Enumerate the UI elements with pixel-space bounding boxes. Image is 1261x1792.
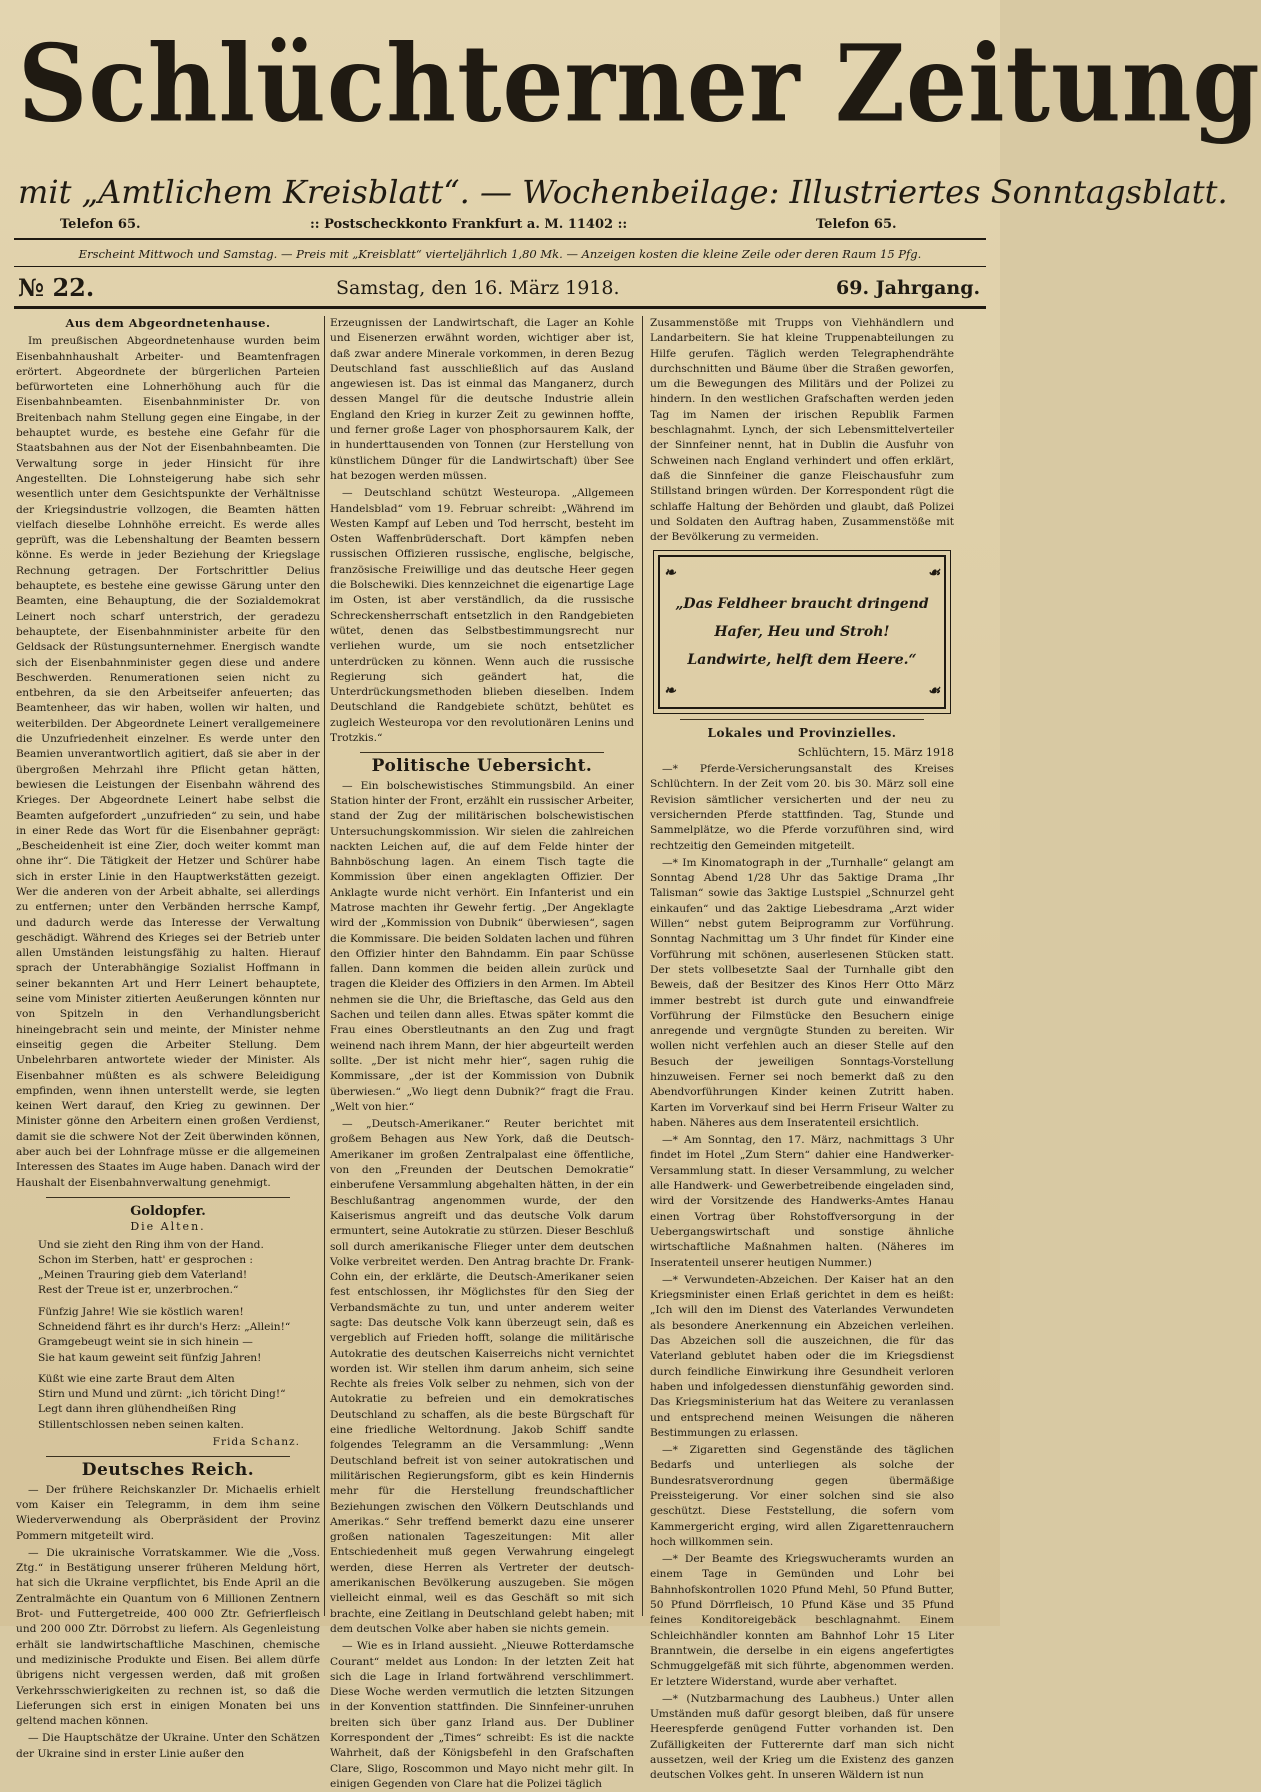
article-paragraph: — Die Hauptschätze der Ukraine. Unter den Schätzen der Ukraine sind in erster Linie außer den [16, 1732, 320, 1760]
article-paragraph: —* Am Sonntag, den 17. März, nachmittags 3 Uhr findet im Hotel „Zum Stern“ dahier eine Handwerker-Versammlung statt. In dieser Versammlung, zu welcher alle Handwerk- und Gewerbetreibende eingeladen sind, wird der Vorsitzende des Handwerks-Amtes Hanau einen Vortrag über Rohstoffversorgung in der Uebergangswirtschaft und sonstige ähnliche wirtschaftliche Maßnahmen halten. (Näheres im Inseratenteil unserer heutigen Nummer.) [650, 1134, 954, 1269]
column-divider-2 [642, 316, 643, 1616]
poem-line: Sie hat kaum geweint seit fünfzig Jahren! [38, 1351, 262, 1364]
article-paragraph: —* Zigaretten sind Gegenstände des täglichen Bedarfs und unterliegen als solche der Bundesratsverordnung gegen übermäßige Preissteigerung. Vor einer solchen sind sie also geschützt. Diese Feststellung, die sofern vom Kammergericht erging, wird allen Zigarettenrauchern hoch willkommen sein. [650, 1444, 954, 1548]
article-paragraph: Erzeugnissen der Landwirtschaft, die Lager an Kohle und Eisenerzen erwähnt worden, wichtiger aber ist, daß zwar andere Minerale vorkommen, in deren Bezug Deutschland fast ausschließlich auf das Ausland angewiesen ist. Das ist einmal das Manganerz, durch dessen Mangel für die deutsche Industrie allein England den Krieg in kurzer Zeit zu gewinnen hoffte, und ferner große Lager von phosphorsaurem Kalk, der in hunderttausenden von Tonnen (zur Herstellung von künstlichem Dünger für die Landwirtschaft) über See hat bezogen werden müssen. [330, 317, 634, 482]
notice-line: Hafer, Heu und Stroh! [714, 624, 890, 641]
poem-line: Legt dann ihren glühendheißen Ring [38, 1403, 237, 1416]
ornament-icon: ☙ [927, 565, 940, 582]
ornament-icon: ❧ [664, 683, 676, 700]
telefon-right: Telefon 65. [816, 217, 897, 232]
rule-bottom [14, 306, 986, 309]
column-2 [330, 316, 635, 1790]
separator [360, 752, 604, 753]
article-paragraph: — Deutschland schützt Westeuropa. „Allgemeen Handelsblad“ vom 19. Februar schreibt: „Während im Westen Kampf auf Leben und Tod herrscht, besteht im Osten Waffenbrüderschaft. Dort kämpfen neben russischen Offizieren russische, englische, belgische, französische Freiwillige und das deutsche Heer gegen die Bolschewiki. Dies kennzeichnet die eigenartige Lage im Osten, ist aber verständlich, da die russische Schreckensherrschaft entsetzlich in den Randgebieten wütet, denen das Selbstbestimmungsrecht nur verliehen wurde, um sie noch entsetzlicher unterdrücken zu können. Wenn auch die russische Regierung sich geändert hat, die Unterdrückungsmethoden blieben dieselben. Indem Deutschland die Randgebiete schützt, behütet es zugleich Westeuropa vor den revolutionären Lenins und Trotzkis.“ [330, 487, 635, 745]
ornament-icon: ☙ [927, 683, 940, 700]
lokales-dateline: Schlüchtern, 15. März 1918 [797, 745, 954, 759]
article-paragraph: — Der frühere Reichskanzler Dr. Michaelis erhielt vom Kaiser ein Telegramm, in dem ihm seine Wiederverwendung als Oberpräsident der Provinz Pommern mitgeteilt wird. [16, 1483, 320, 1542]
article-paragraph: —* Der Beamte des Kriegswucheramts wurden an einem Tage in Gemünden und Lohr bei Bahnhofskontrollen 1020 Pfund Mehl, 50 Pfund Butter, 50 Pfund Dörrfleisch, 10 Pfund Käse und 35 Pfund feines Konditoreigebäck beschlagnahmt. Einem Schleichhändler konnten am Bahnhof Lohr 15 Liter Branntwein, die derselbe in ein eigens angefertigtes Schmuggelgefäß mit sich führte, abgenommen werden. Er letztere Widerstand, wurde aber verhaftet. [650, 1553, 954, 1688]
subscription-info: Erscheint Mittwoch und Samstag. — Preis mit „Kreisblatt“ vierteljährlich 1,80 Mk. — Anzeigen kosten die kleine Zeile oder deren Raum 15 Pfg. [78, 247, 922, 261]
poem-line: Schon im Sterben, hatt' er gesprochen : [38, 1253, 253, 1266]
heading-deutsches-reich: Deutsches Reich. [81, 1460, 255, 1481]
article-paragraph: — „Deutsch-Amerikaner.“ Reuter berichtet mit großem Behagen aus New York, daß die Deutsch-Amerikaner im großen Zentralpalast eine öffentliche, von den „Freunden der Deutschen Demokratie“ einberufene Versammlung abgehalten hätten, in der ein Beschlußantrag angenommen wurde, der den Kaiserismus angreift und das deutsche Volk darum ermuntert, seine Autokratie zu stürzen. Dieser Beschluß soll durch amerikanische Flieger unter dem deutschen Volke verbreitet werden. Den Antrag brachte Dr. Frank-Cohn ein, der erklärte, die Deutsch-Amerikaner seien fest entschlossen, ihr Möglichstes für den Sieg der Verbandsmächte zu tun, und unter anderem weiter sagte: Das deutsche Volk kann überzeugt sein, daß es vergeblich auf Frieden hofft, solange die militärische Autokratie des deutschen Kaiserreichs nicht vernichtet worden ist. Wir stellen ihm darum anheim, sich seine Rechte als freies Volk selber zu nehmen, sich von der Autokratie zu befreien und ein demokratisches Deutschland zu schaffen, als die beste Bürgschaft für eine friedliche Weltordnung. Jakob Schiff sandte folgendes Telegramm an die Versammlung: „Wenn Deutschland befreit ist von seiner autokratischen und militärischen Regierungsform, gibt es kein Hindernis mehr für die Herstellung freundschaftlicher Beziehungen zwischen den Völkern Deutschlands und Amerikas.“ Sehr treffend bemerkt dazu eine unserer großen nationalen Tageszeitungen: Mit aller Entschiedenheit muß gegen Verwahrung eingelegt werden, diese Herren als Vertreter der deutsch-amerikanischen Bevölkerung auszugeben. Sie mögen vielleicht einmal, weil es das Geschäft so mit sich brachte, eine Zeitlang in Deutschland gelebt haben; mit dem deutschen Volke aber haben sie nichts gemein. [330, 1118, 634, 1635]
poem-line: Küßt wie eine zarte Braut dem Alten [38, 1372, 235, 1385]
article-paragraph: Zusammenstöße mit Trupps von Viehhändlern und Landarbeitern. Sie hat kleine Truppenabteilungen zu Hilfe gerufen. Täglich werden Telegraphendrähte durchschnitten und Bäume über die Straßen geworfen, um die Bewegungen des Militärs und der Polizei zu hindern. In den westlichen Grafschaften werden jeden Tag im Namen der irischen Republik Farmen beschlagnahmt. Lynch, der sich Lebensmittelverteiler der Sinnfeiner nennt, hat in Dublin die Ausfuhr von Schweinen nach England verhindert und offen erklärt, daß die Sinnfeiner die ganze Fleischausfuhr zum Stillstand bringen würden. Der Korrespondent rügt die schlaffe Haltung der Behörden und glaubt, daß Polizei und Soldaten den Auftrag haben, Zusammenstöße mit der Bevölkerung zu vermeiden. [650, 317, 954, 544]
poem-subtitle: Die Alten. [130, 1220, 206, 1234]
article-paragraph: —* Im Kinomatograph in der „Turnhalle“ gelangt am Sonntag Abend 1/28 Uhr das 5aktige Drama „Ihr Talisman“ sowie das 3aktige Lustspiel „Schnurzel geht einkaufen“ und das 2aktige Liebesdrama „Arzt wider Willen“ nebst gutem Beiprogramm zur Vorführung. Sonntag Nachmittag um 3 Uhr findet für Kinder eine Vorführung mit schönen, auserlesenen Stücken statt. Der stets vollbesetzte Saal der Turnhalle gibt den Beweis, daß der Besitzer des Kinos Herr Otto März immer bestrebt ist durch gute und einwandfreie Vorführung der Filmstücke den Besuchern einige anregende und vergnügte Stunden zu bereiten. Wir wollen nicht verfehlen auch an dieser Stelle auf den Besuch der jeweiligen Sonntags-Vorstellung hinzuweisen. Ferner sei noch bemerkt daß zu den Abendvorführungen Kinder keinen Zutritt haben. Karten im Vorverkauf sind bei Herrn Friseur Walter zu haben. Näheres aus dem Inseratenteil ersichtlich. [650, 856, 954, 1129]
issue-year: 69. Jahrgang. [836, 277, 981, 299]
article-paragraph: —* Pferde-Versicherungsanstalt des Kreises Schlüchtern. In der Zeit vom 20. bis 30. März soll eine Revision sämtlicher versicherten und der neu zu versichernden Pferde stattfinden. Tag, Stunde und Sammelplätze, wo die Pferde vorzuführen sind, wird rechtzeitig den Gemeinden mitgeteilt. [650, 763, 954, 852]
poem-line: „Meinen Trauring gieb dem Vaterland! [38, 1269, 248, 1282]
heading-lokales: Lokales und Provinzielles. [707, 726, 897, 741]
masthead-title: Schlüchterner Zeitung [18, 21, 1261, 146]
notice-line: „Das Feldheer braucht dringend [675, 596, 929, 613]
notice-line: Landwirte, helft dem Heere.“ [687, 652, 917, 669]
issue-date: Samstag, den 16. März 1918. [336, 277, 620, 299]
column-1 [16, 316, 320, 1760]
column-divider-1 [324, 316, 325, 1616]
article-paragraph: — Wie es in Irland aussieht. „Nieuwe Rotterdamsche Courant“ meldet aus London: In der letzten Zeit hat sich die Lage in Irland fortwährend verschlimmert. Diese Woche werden vermutlich die letzten Sitzungen in der Konvention stattfinden. Die Sinnfeiner-unruhen breiten sich über ganz Irland aus. Der Dubliner Korrespondent der „Times“ schreibt: Es ist die nackte Wahrheit, daß der Königsbefehl in den Grafschaften Clare, Sligo, Roscommon und Mayo nicht mehr gilt. In einigen Gegenden von Clare hat die Polizei täglich [330, 1640, 634, 1790]
ornament-icon: ❧ [664, 565, 676, 582]
rule-top [14, 238, 986, 240]
heading-abgeordnetenhaus: Aus dem Abgeordnetenhause. [65, 316, 271, 330]
poem-line: Schneidend fährt es ihr durch's Herz: „Allein!“ [38, 1321, 291, 1333]
separator [680, 719, 924, 720]
article-paragraph: —* Verwundeten-Abzeichen. Der Kaiser hat an den Kriegsminister einen Erlaß gerichtet in dem es heißt: „Ich will den im Dienst des Vaterlandes Verwundeten als besondere Anerkennung ein Abzeichen verleihen. Das Abzeichen soll die auszeichnen, die für das Vaterland geblutet haben oder die im Kriegsdienst durch feindliche Einwirkung ihre Gesundheit verloren haben und infolgedessen dienstunfähig geworden sind. Das Kriegsministerium hat das Weitere zu veranlassen und entsprechend meinen Weisungen die näheren Bestimmungen zu erlassen. [650, 1273, 954, 1439]
column-3 [650, 316, 954, 1782]
separator [46, 1197, 290, 1198]
masthead-subtitle: mit „Amtlichem Kreisblatt“. — Wochenbeilage: Illustriertes Sonntagsblatt. [18, 173, 1228, 211]
article-paragraph: Im preußischen Abgeordnetenhause wurden beim Eisenbahnhaushalt Arbeiter- und Beamtenfragen erörtert. Abgeordnete der bürgerlichen Parteien befürworteten eine Lohnerhöhung auch für die Eisenbahnbeamten. Eisenbahnminister Dr. von Breitenbach nahm Stellung gegen eine Eingabe, in der behauptet wurde, es bestehe eine Gefahr für die Staatsbahnen aus der Not der Eisenbahnbeamten. Die Verwaltung sorge in jeder Hinsicht für ihre Angestellten. Die Lohnsteigerung habe sich sehr wesentlich unter dem Gesichtspunkte der Verhältnisse der Kriegsindustrie vollzogen, die Beamten hätten vielfach dieselbe Lohnhöhe erreicht. Es werde alles geprüft, was die Lebenshaltung der Beamten bessern könne. Es werde in jeder Beziehung der Kriegslage Rechnung getragen. Der Fortschrittler Delius behauptete, es bestehe eine gewisse Gärung unter den Beamten, eine Behauptung, die der Sozialdemokrat Leinert noch scharf unterstrich, der geradezu behauptete, der Eisenbahnminister arbeite für den Geldsack der Rüstungsunternehmer. Energisch wandte sich der Eisenbahnminister gegen diese und andere Beschwerden. Renumerationen seien nicht zu entbehren, da sie den Arbeitseifer anfeuerten; das Beamtenheer, das wir haben, wollen wir halten, und weiterbilden. Der Abgeordnete Leinert verallgemeinere die Unzufriedenheit einzelner. Es werde unter den Beamien unverantwortlich agitiert, daß sie aber in der übergroßen Mehrzahl ihre Pflicht getan hätten, bewiesen die Leistungen der Eisenbahn während des Krieges. Der Abgeordnete Leinert habe selbst die Beamten aufgefordert „unzufrieden“ zu sein, und habe in einer Rede das Wort für die Eisenbahner geprägt: „Bescheidenheit ist eine Zier, doch weiter kommt man ohne ihr“. Die Tätigkeit der Hetzer und Schürer habe sich in erster Linie in den Hauptwerkstätten gezeigt. Wer die anderen von der Arbeit abhalte, sei allerdings zu entfernen; unter den Verbänden herrsche Kampf, und dadurch werde das Interesse der Verwaltung geschädigt. Während des Krieges sei der Betrieb unter allen Umständen leistungsfähig zu halten. Hierauf sprach der Unterabhängige Sozialist Hoffmann in seiner bekannten Art und Herr Leinert behauptete, seine vom Minister zitierten Aeußerungen könnten nur von Spitzeln in den Verhandlungsbericht hineingebracht sein und meinte, der Minister nehme einseitig gegen die Arbeiter Stellung. Dem Unbelehrbaren antwortete wieder der Minister. Als Eisenbahner müßten es als schwere Beleidigung empfinden, wenn ihnen unterstellt werde, sie legten keinen Wert darauf, den Krieg zu gewinnen. Der Minister gönne den Arbeitern einen großen Verdienst, damit sie die schwere Not der Zeit überwinden können, aber auch bei der Lohnfrage müsse er die allgemeinen Interessen des Staates im Auge haben. Danach wird der Haushalt der Eisenbahnverwaltung genehmigt. [16, 335, 320, 1189]
separator [46, 1456, 290, 1457]
article-paragraph: — Ein bolschewistisches Stimmungsbild. An einer Station hinter der Front, erzählt ein russischer Arbeiter, stand der Zug der militärischen bolschewistischen Untersuchungskommission. Wir sielen die zahlreichen nackten Leichen auf, die auf dem Felde hinter der Bahnböschung lagen. An einem Tisch tagte die Kommission über einen angeklagten Offizier. Der Anklagte wurde nicht verhört. Ein Infanterist und ein Matrose machten ihr Gewehr fertig. „Der Angeklagte wird der „Kommission von Dubnik“ überwiesen“, sagen die Kommissare. Die beiden Soldaten lachen und führen den Offizier hinter den Bahndamm. Ein paar Schüsse fallen. Dann kommen die beiden allein zurück und tragen die Kleider des Offiziers in den Armen. Im Abteil nehmen sie die Uhr, die Brieftasche, das Geld aus den Sachen und teilen dann alles. Etwas später kommt die Frau eines Oberstleutnants an den Zug und fragt weinend nach ihrem Mann, der hier abgeurteilt werden sollte. „Der ist nicht mehr hier“, sagen ruhig die Kommissare, „der ist der Kommission von Dubnik überwiesen.“ „Wo liegt denn Dubnik?“ fragt die Frau. „Welt von hier.“ [330, 779, 634, 1113]
issue-number: № 22. [18, 273, 95, 302]
poem-line: Rest der Treue ist er, unzerbrochen.“ [38, 1284, 239, 1297]
telefon-left: Telefon 65. [60, 217, 141, 232]
poem-body [16, 1238, 320, 1434]
poem-title: Goldopfer. [130, 1203, 206, 1219]
army-feed-notice-box [658, 555, 946, 709]
poem-line: Gramgebeugt weint sie in sich hinein — [38, 1336, 253, 1349]
article-paragraph: — Die ukrainische Vorratskammer. Wie die „Voss. Ztg.“ in Bestätigung unserer früheren Meldung hört, hat sich die Ukraine verpflichtet, bis Ende April an die Zentralmächte ein Quantum von 6 Millionen Zentnern Brot- und Futtergetreide, 400 000 Ztr. Gefrierfleisch und 200 000 Ztr. Dörrobst zu liefern. Als Gegenleistung erhält sie landwirtschaftliche Maschinen, chemische und medizinische Produkte und Eisen. Bei allem dürfe übrigens nicht vergessen werden, daß mit großen Verkehrsschwierigkeiten zu rechnen ist, so daß die Lieferungen sich erst in einigen Monaten bei uns geltend machen können. [16, 1546, 320, 1728]
poem-line: Und sie zieht den Ring ihm von der Hand. [38, 1238, 264, 1251]
poem-line: Stillentschlossen neben seinen kalten. [38, 1418, 244, 1431]
postscheck-info: :: Postscheckkonto Frankfurt a. M. 11402 :: [310, 217, 628, 232]
contact-row [20, 214, 980, 236]
rule-mid [14, 266, 986, 267]
dateline [14, 270, 986, 306]
poem-line: Fünfzig Jahre! Wie sie köstlich waren! [38, 1305, 244, 1318]
poem-line: Stirn und Mund und zürnt: „ich töricht Ding!“ [38, 1388, 286, 1401]
heading-politische-uebersicht: Politische Uebersicht. [371, 756, 593, 777]
article-paragraph: —* (Nutzbarmachung des Laubheus.) Unter allen Umständen muß dafür gesorgt bleiben, daß für unsere Heerespferde genügend Futter vorhanden ist. Den Zufälligkeiten der Futterernte darf man sich nicht aussetzen, weil der Krieg um die Existenz des ganzen deutschen Volkes geht. In unseren Wäldern ist nun [650, 1692, 954, 1782]
poem-author: Frida Schanz. [212, 1436, 300, 1449]
